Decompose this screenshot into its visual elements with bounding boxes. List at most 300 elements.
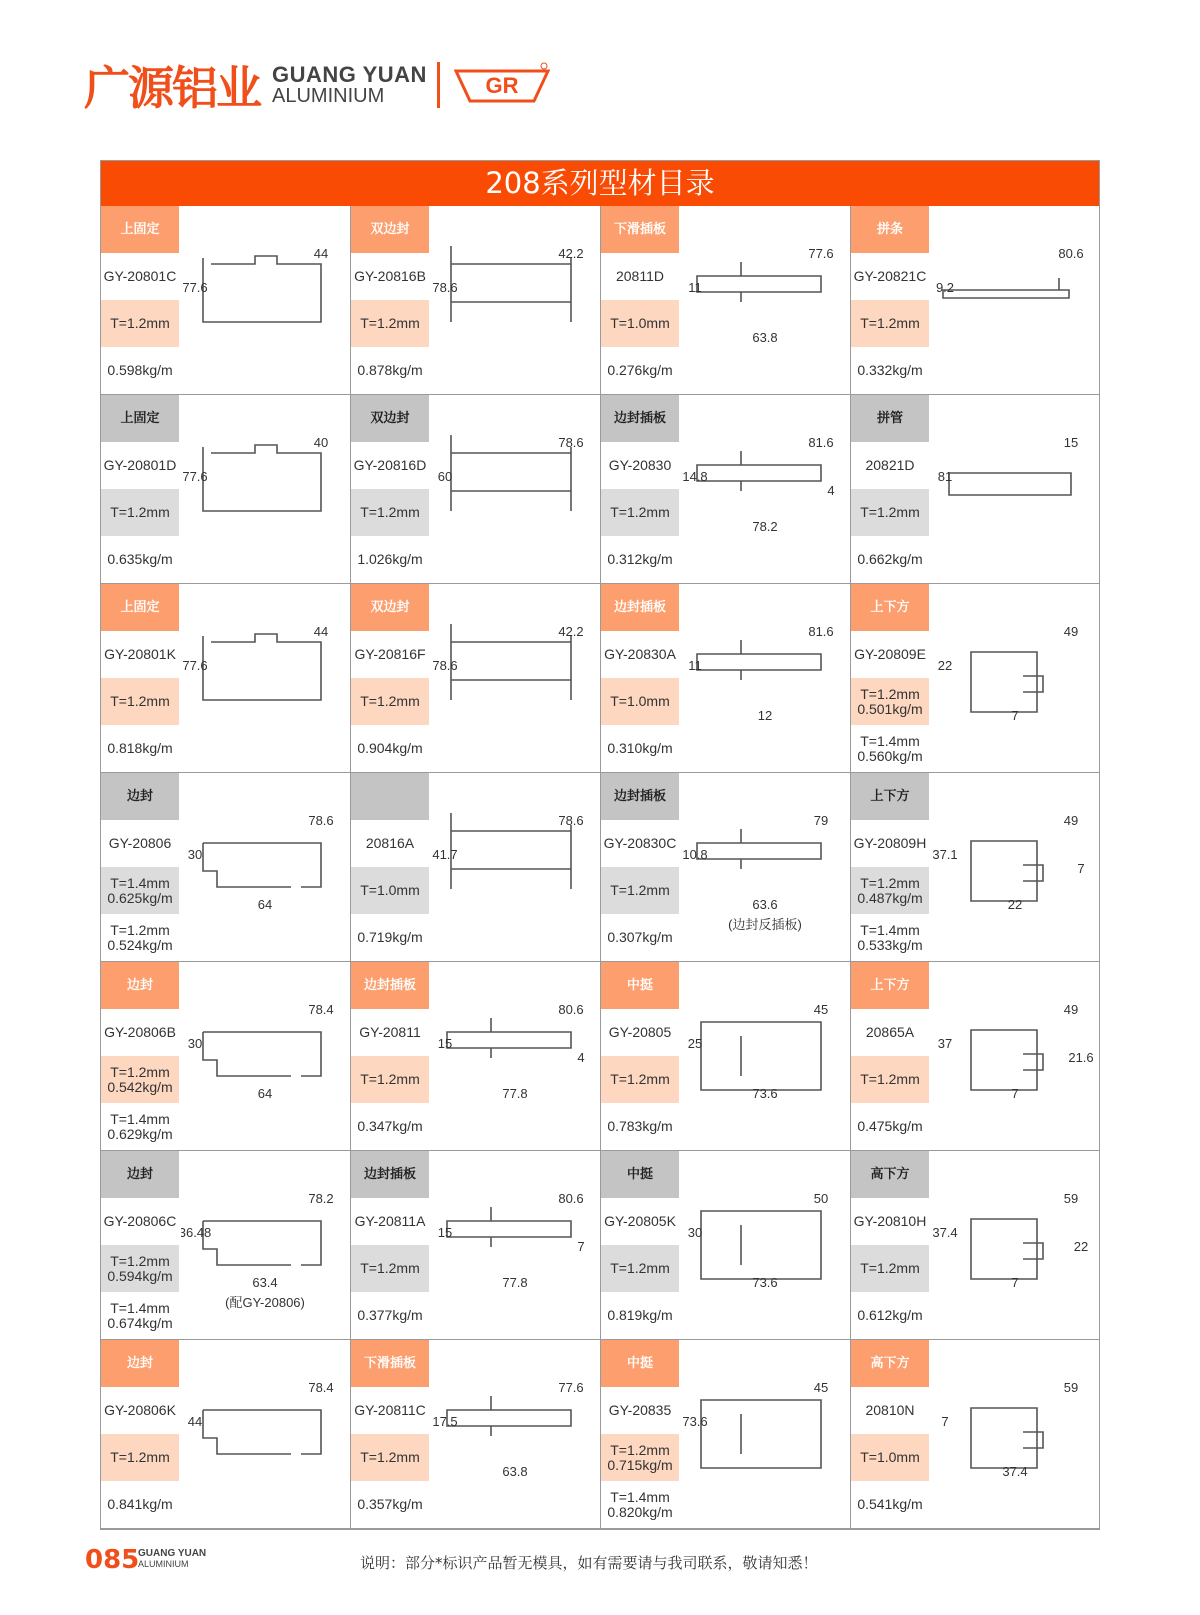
product-weight	[101, 347, 179, 394]
edge-seal-profile-icon	[181, 773, 349, 961]
profile-drawing	[931, 773, 1099, 961]
profile-outline	[971, 1030, 1043, 1090]
catalog-row	[101, 395, 1099, 584]
dimension-label: 15	[437, 1036, 453, 1051]
dimension-label: 78.2	[308, 1191, 334, 1206]
product-info	[351, 1340, 429, 1528]
product-weight-line2: 0.820kg/m	[607, 1503, 673, 1520]
dimension-label: 4	[827, 483, 835, 498]
product-weight	[351, 536, 429, 583]
product-weight-line2: 0.629kg/m	[107, 1125, 173, 1142]
profile-outline	[697, 640, 821, 680]
product-code-line1: GY-20801D	[103, 457, 177, 474]
product-weight	[851, 536, 929, 583]
product-spec-line1: T=1.2mm	[860, 874, 920, 891]
product-cell	[601, 1151, 851, 1339]
dimension-label: 50	[813, 1191, 829, 1206]
product-weight	[101, 536, 179, 583]
product-spec-line2: 0.487kg/m	[857, 889, 923, 906]
product-weight-line1: 0.841kg/m	[107, 1496, 173, 1513]
product-info	[601, 395, 679, 583]
header	[84, 55, 550, 115]
product-name	[851, 206, 929, 253]
product-spec	[851, 867, 929, 914]
product-spec-line1: T=1.0mm	[860, 1449, 920, 1466]
product-spec	[601, 300, 679, 347]
insert-plate-profile-icon	[681, 584, 849, 772]
product-weight-line1: 0.332kg/m	[857, 362, 923, 379]
product-weight-line1: 0.598kg/m	[107, 362, 173, 379]
product-spec-line1: T=1.2mm	[860, 1260, 920, 1277]
dimension-label: 21.6	[1068, 1050, 1094, 1065]
product-weight	[601, 1481, 679, 1528]
product-cell	[601, 395, 851, 583]
product-spec-line1: T=1.2mm	[860, 504, 920, 521]
product-name	[101, 962, 179, 1009]
product-info	[851, 773, 929, 961]
profile-outline	[971, 841, 1043, 901]
product-name	[351, 395, 429, 442]
product-code-line1: GY-20809H	[853, 835, 927, 852]
dimension-label: 78.6	[432, 658, 458, 673]
dimension-label: 73.6	[752, 1275, 778, 1290]
product-weight	[851, 1103, 929, 1150]
frame-profile-icon	[181, 395, 349, 583]
product-code-line1: 20810N	[865, 1402, 915, 1419]
dimension-label: 63.8	[752, 330, 778, 345]
product-weight	[101, 1481, 179, 1528]
product-weight-line1: 0.312kg/m	[607, 551, 673, 568]
brand-separator	[437, 62, 440, 108]
product-code	[351, 820, 429, 867]
product-info	[101, 962, 179, 1150]
brand-name-en	[272, 63, 427, 107]
brand-name-cn: 广源铝业	[84, 61, 260, 115]
profile-outline	[451, 246, 571, 322]
profile-drawing	[681, 395, 849, 583]
profile-outline	[451, 624, 571, 700]
profile-drawing	[931, 1151, 1099, 1339]
product-weight	[851, 1481, 929, 1528]
product-cell	[351, 584, 601, 772]
product-weight	[601, 347, 679, 394]
product-weight-line1: 0.818kg/m	[107, 740, 173, 757]
profile-drawing	[181, 206, 349, 394]
product-weight	[351, 1481, 429, 1528]
product-code-line1: GY-20830A	[604, 646, 676, 663]
product-spec-line1: T=1.2mm	[360, 1260, 420, 1277]
product-code-line1: GY-20821C	[853, 268, 927, 285]
profile-drawing	[181, 962, 349, 1150]
profile-drawing	[681, 1151, 849, 1339]
product-name	[101, 1151, 179, 1198]
dimension-label: 81.6	[808, 624, 834, 639]
catalog-row	[101, 1151, 1099, 1340]
product-info	[101, 1151, 179, 1339]
profile-drawing	[181, 584, 349, 772]
gr-logo-icon	[454, 61, 550, 109]
edge-seal-profile-icon	[181, 1340, 349, 1528]
product-info	[351, 395, 429, 583]
dimension-label: 49	[1063, 813, 1079, 828]
product-code	[601, 253, 679, 300]
product-weight-line1: 0.783kg/m	[607, 1118, 673, 1135]
product-code	[851, 820, 929, 867]
double-edge-profile-icon	[431, 584, 599, 772]
product-name-line1: 中挺	[626, 977, 653, 993]
product-spec-line2: 0.715kg/m	[607, 1456, 673, 1473]
product-code-line1: GY-20811	[359, 1024, 421, 1041]
product-code	[601, 1387, 679, 1434]
product-spec-line1: T=1.2mm	[110, 315, 170, 332]
product-weight-line2: 0.560kg/m	[857, 747, 923, 764]
product-name	[601, 206, 679, 253]
product-code-line1: GY-20835	[608, 1402, 672, 1419]
product-name	[101, 584, 179, 631]
product-code-line1: GY-20805	[608, 1024, 672, 1041]
dimension-label: 44	[187, 1414, 203, 1429]
product-code	[851, 1198, 929, 1245]
profile-outline	[203, 1221, 321, 1265]
product-cell	[101, 206, 351, 394]
product-name	[601, 773, 679, 820]
dimension-label: 77.8	[502, 1086, 528, 1101]
product-code	[601, 1198, 679, 1245]
product-code	[101, 1387, 179, 1434]
product-weight	[101, 914, 179, 961]
product-code-line1: GY-20806B	[104, 1024, 176, 1041]
product-code	[101, 1198, 179, 1245]
product-cell	[601, 1340, 851, 1528]
edge-seal-profile-icon	[181, 962, 349, 1150]
product-code	[351, 253, 429, 300]
dimension-label: 77.8	[502, 1275, 528, 1290]
profile-outline	[943, 278, 1069, 298]
product-spec-line1: T=1.2mm	[610, 882, 670, 899]
product-weight-line1: 0.310kg/m	[607, 740, 673, 757]
product-code	[101, 631, 179, 678]
product-info	[351, 1151, 429, 1339]
profile-outline	[971, 1408, 1043, 1468]
product-code	[101, 820, 179, 867]
product-weight	[351, 347, 429, 394]
product-name-line1: 高下方	[870, 1166, 910, 1182]
product-name-line1: 高下方	[870, 1355, 910, 1371]
product-spec	[601, 1434, 679, 1481]
product-code-line1: 20816A	[365, 835, 415, 852]
dimension-label: 49	[1063, 1002, 1079, 1017]
product-code	[351, 1009, 429, 1056]
product-code-line1: GY-20816D	[353, 457, 427, 474]
dimension-label: 63.8	[502, 1464, 528, 1479]
dimension-label: 12	[757, 708, 773, 723]
profile-drawing	[681, 584, 849, 772]
product-name-line1: 中挺	[626, 1355, 653, 1371]
product-name-line1: 边封	[126, 1166, 153, 1182]
product-code-line1: GY-20801C	[103, 268, 177, 285]
product-cell	[101, 773, 351, 961]
profile-outline	[203, 1032, 321, 1076]
product-spec-line1: T=1.0mm	[610, 315, 670, 332]
product-spec	[351, 1056, 429, 1103]
profile-outline	[447, 1396, 571, 1436]
product-info	[101, 584, 179, 772]
product-cell	[851, 773, 1101, 961]
product-spec	[351, 1245, 429, 1292]
profile-outline	[971, 1219, 1043, 1279]
product-cell	[351, 1151, 601, 1339]
product-name-line1: 上下方	[870, 977, 910, 993]
insert-plate-profile-icon	[681, 206, 849, 394]
profile-outline	[701, 1211, 821, 1279]
product-info	[851, 395, 929, 583]
product-cell	[351, 962, 601, 1150]
product-code-line1: 20865A	[865, 1024, 915, 1041]
product-spec-line1: T=1.0mm	[610, 693, 670, 710]
product-code	[601, 631, 679, 678]
product-name	[351, 773, 429, 820]
product-spec-line1: T=1.2mm	[110, 504, 170, 521]
product-name	[601, 1340, 679, 1387]
product-weight-line1: 0.347kg/m	[357, 1118, 423, 1135]
product-weight-line2: 0.533kg/m	[857, 936, 923, 953]
profile-drawing	[681, 773, 849, 961]
dimension-label: 78.4	[308, 1002, 334, 1017]
product-cell	[101, 962, 351, 1150]
product-code	[851, 1009, 929, 1056]
profile-drawing	[431, 1340, 599, 1528]
dimension-label: 77.6	[182, 280, 208, 295]
product-code-line1: GY-20806	[108, 835, 172, 852]
dimension-label: 37.4	[1002, 1464, 1028, 1479]
product-spec	[851, 1056, 929, 1103]
insert-plate-profile-icon	[431, 1340, 599, 1528]
product-spec	[601, 1245, 679, 1292]
mullion-profile-icon	[681, 1340, 849, 1528]
product-name-line1: 双边封	[370, 410, 410, 426]
product-name-line1: 上固定	[120, 410, 160, 426]
dimension-label: 49	[1063, 624, 1079, 639]
frame-profile-icon	[181, 584, 349, 772]
product-spec	[101, 1245, 179, 1292]
product-code-line1: GY-20809E	[854, 646, 926, 663]
product-info	[601, 1340, 679, 1528]
product-cell	[601, 773, 851, 961]
product-name	[851, 962, 929, 1009]
dimension-label: 7	[577, 1239, 585, 1254]
product-weight	[851, 725, 929, 772]
dimension-label: 78.6	[558, 435, 584, 450]
product-code	[851, 1387, 929, 1434]
product-weight	[601, 1292, 679, 1339]
double-edge-profile-icon	[431, 206, 599, 394]
product-cell	[851, 395, 1101, 583]
dimension-label: 59	[1063, 1380, 1079, 1395]
product-info	[851, 1151, 929, 1339]
product-spec-line2: 0.594kg/m	[107, 1267, 173, 1284]
profile-outline	[697, 829, 821, 869]
product-name-line1: 边封插板	[613, 410, 666, 426]
product-weight	[101, 725, 179, 772]
dimension-label: 9.2	[935, 280, 955, 295]
product-name-line1: 拼条	[876, 221, 903, 237]
product-weight	[601, 725, 679, 772]
product-weight-line1: 0.475kg/m	[857, 1118, 923, 1135]
product-spec-line1: T=1.2mm	[110, 1063, 170, 1080]
product-name	[101, 773, 179, 820]
product-info	[351, 962, 429, 1150]
page-number: 085	[85, 1545, 140, 1575]
product-weight-line1: 0.357kg/m	[357, 1496, 423, 1513]
drawing-note: (边封反插板)	[728, 917, 802, 932]
dimension-label: 30	[187, 1036, 203, 1051]
dimension-label: 78.6	[308, 813, 334, 828]
profile-outline	[451, 435, 571, 511]
product-spec	[851, 489, 929, 536]
joint-strip-profile-icon	[931, 206, 1099, 394]
product-spec-line2: 0.542kg/m	[107, 1078, 173, 1095]
product-weight-line1: 0.635kg/m	[107, 551, 173, 568]
dimension-label: 37.4	[932, 1225, 958, 1240]
profile-drawing	[931, 584, 1099, 772]
product-info	[851, 584, 929, 772]
product-spec	[851, 1434, 929, 1481]
product-name	[351, 584, 429, 631]
box-profile-icon	[931, 1151, 1099, 1339]
product-name	[351, 962, 429, 1009]
product-spec-line1: T=1.2mm	[610, 1071, 670, 1088]
product-weight	[351, 914, 429, 961]
dimension-label: 22	[1073, 1239, 1089, 1254]
product-weight	[851, 1292, 929, 1339]
profile-drawing	[681, 1340, 849, 1528]
product-spec	[101, 1434, 179, 1481]
product-weight	[601, 1103, 679, 1150]
product-name	[851, 1151, 929, 1198]
dimension-label: 80.6	[1058, 246, 1084, 261]
product-spec-line1: T=1.4mm	[110, 874, 170, 891]
product-weight-line1: T=1.4mm	[860, 921, 920, 938]
product-code	[351, 631, 429, 678]
dimension-label: 78.6	[432, 280, 458, 295]
dimension-label: 7	[941, 1414, 949, 1429]
product-info	[601, 962, 679, 1150]
product-spec	[351, 489, 429, 536]
dimension-label: 7	[1077, 861, 1085, 876]
edge-seal-profile-icon	[181, 1151, 349, 1339]
product-spec-line1: T=1.2mm	[610, 504, 670, 521]
dimension-label: 4	[577, 1050, 585, 1065]
product-weight-line1: T=1.4mm	[610, 1488, 670, 1505]
profile-outline	[701, 1400, 821, 1468]
product-cell	[601, 584, 851, 772]
product-code	[101, 442, 179, 489]
product-code-line1: GY-20810H	[853, 1213, 927, 1230]
product-weight	[851, 914, 929, 961]
product-name	[601, 395, 679, 442]
catalog-table	[100, 160, 1100, 1530]
dimension-label: 80.6	[558, 1191, 584, 1206]
product-name	[101, 1340, 179, 1387]
profile-drawing	[431, 584, 599, 772]
product-code-line1: 20811D	[615, 268, 664, 285]
product-cell	[351, 395, 601, 583]
dimension-label: 15	[1063, 435, 1079, 450]
product-code	[101, 1009, 179, 1056]
product-info	[851, 1340, 929, 1528]
product-spec-line1: T=1.2mm	[110, 1252, 170, 1269]
dimension-label: 81	[937, 469, 953, 484]
product-name	[851, 773, 929, 820]
product-spec	[351, 1434, 429, 1481]
product-cell	[351, 773, 601, 961]
product-name	[351, 1340, 429, 1387]
product-spec-line1: T=1.2mm	[610, 1260, 670, 1277]
product-name	[351, 1151, 429, 1198]
product-code-line1: GY-20806K	[104, 1402, 176, 1419]
profile-drawing	[931, 206, 1099, 394]
product-code-line1: GY-20805K	[604, 1213, 676, 1230]
dimension-label: 80.6	[558, 1002, 584, 1017]
insert-plate-profile-icon	[431, 1151, 599, 1339]
dimension-label: 77.6	[808, 246, 834, 261]
profile-drawing	[681, 962, 849, 1150]
profile-drawing	[181, 1151, 349, 1339]
product-weight	[101, 1292, 179, 1339]
product-name-line1: 边封	[126, 788, 153, 804]
product-weight	[601, 914, 679, 961]
product-cell	[101, 1151, 351, 1339]
product-spec	[601, 867, 679, 914]
box-profile-icon	[931, 584, 1099, 772]
profile-outline	[949, 473, 1071, 495]
product-code	[601, 1009, 679, 1056]
dimension-label: 60	[437, 469, 453, 484]
product-spec-line2: 0.501kg/m	[857, 700, 923, 717]
dimension-label: 45	[813, 1002, 829, 1017]
footer-brand-line2: ALUMINIUM	[138, 1558, 189, 1569]
footer-brand-line1: GUANG YUAN	[138, 1548, 207, 1559]
product-spec	[101, 867, 179, 914]
dimension-label: 77.6	[182, 469, 208, 484]
product-cell	[101, 1340, 351, 1528]
product-spec-line1: T=1.2mm	[110, 693, 170, 710]
product-weight-line1: 0.904kg/m	[357, 740, 423, 757]
product-code-line1: 20821D	[865, 457, 915, 474]
product-spec-line1: T=1.2mm	[860, 685, 920, 702]
product-weight-line1: 0.541kg/m	[857, 1496, 923, 1513]
dimension-label: 30	[187, 847, 203, 862]
profile-outline	[203, 843, 321, 887]
dimension-label: 77.6	[182, 658, 208, 673]
insert-plate-profile-icon	[681, 395, 849, 583]
product-spec-line1: T=1.2mm	[360, 1071, 420, 1088]
product-spec	[601, 678, 679, 725]
dimension-label: 17.5	[432, 1414, 458, 1429]
dimension-label: 25	[687, 1036, 703, 1051]
product-spec	[101, 678, 179, 725]
product-code-line1: GY-20801K	[104, 646, 176, 663]
product-weight-line1: 0.307kg/m	[607, 929, 673, 946]
product-spec	[851, 1245, 929, 1292]
product-name	[601, 584, 679, 631]
dimension-label: 79	[813, 813, 829, 828]
product-name	[101, 206, 179, 253]
product-weight-line1: 0.719kg/m	[357, 929, 423, 946]
dimension-label: 41.7	[432, 847, 458, 862]
profile-outline	[451, 813, 571, 889]
product-weight-line2: 0.674kg/m	[107, 1314, 173, 1331]
